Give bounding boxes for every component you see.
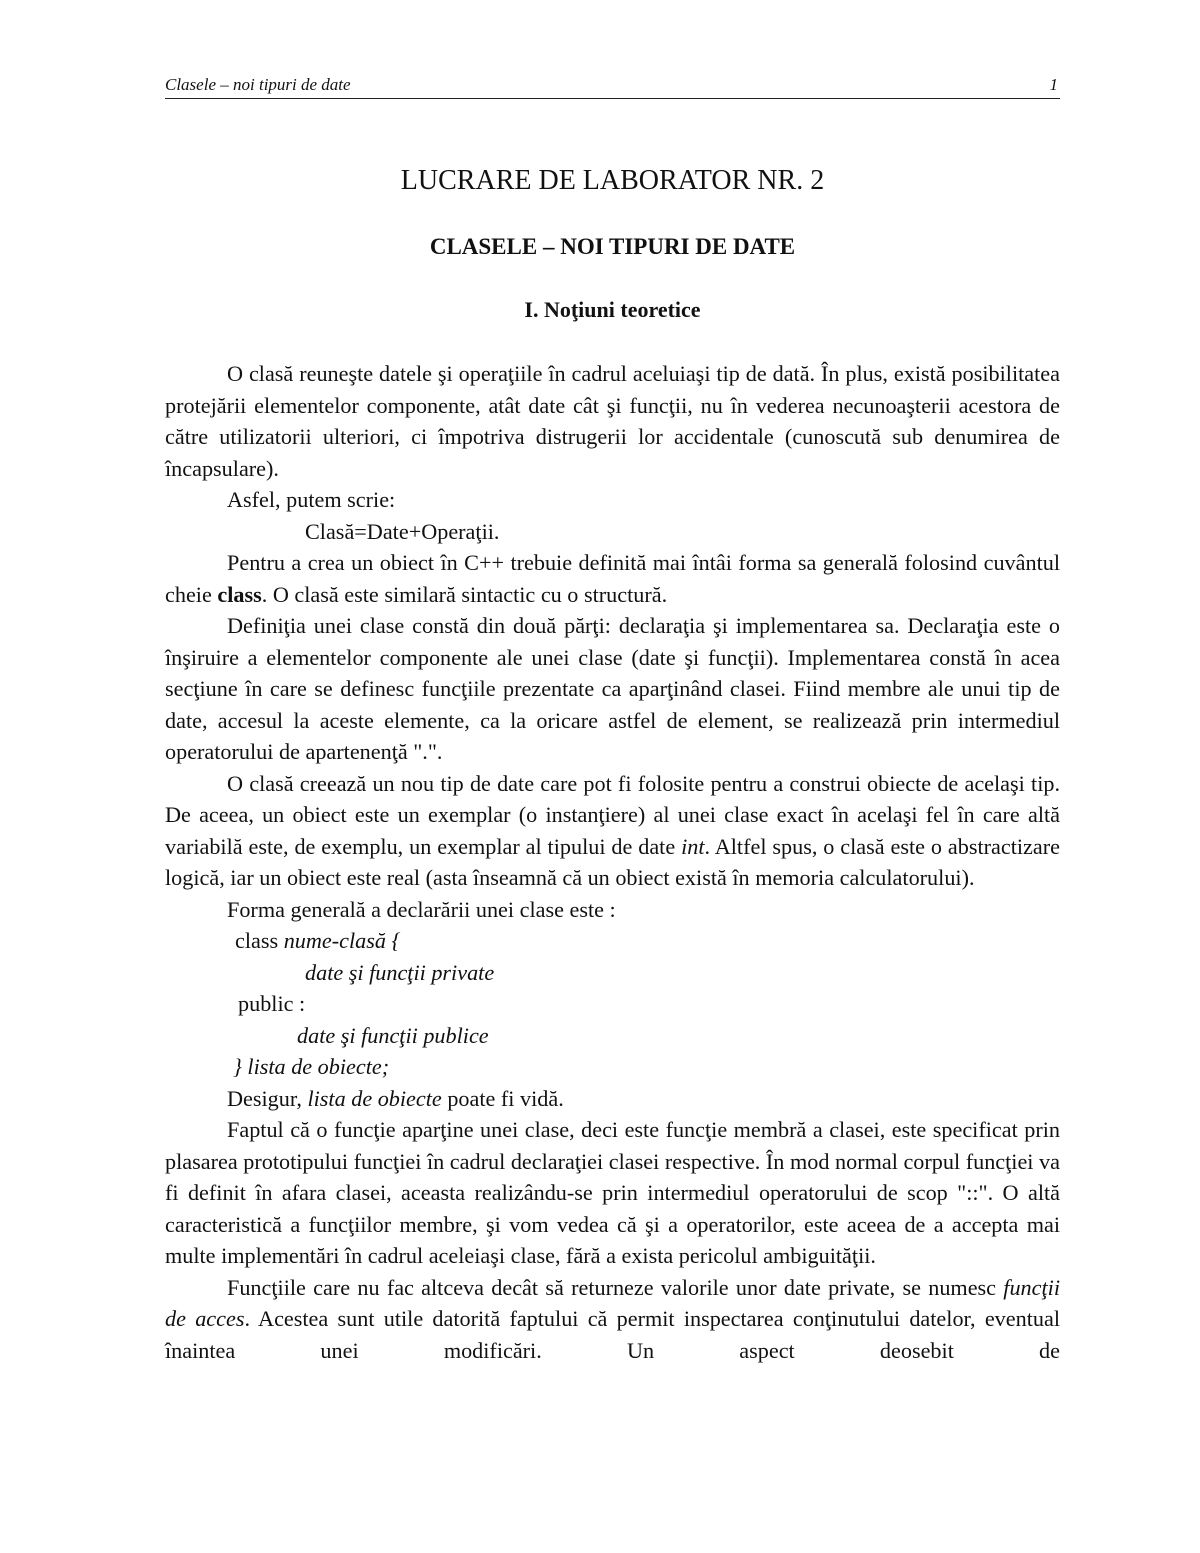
- code-line-public-members: date şi funcţii publice: [297, 1022, 489, 1048]
- code-line-end: } lista de obiecte;: [233, 1054, 390, 1079]
- running-header: [165, 72, 1060, 99]
- paragraph-3-text: Pentru a crea un obiect în C++ trebuie definită mai întâi forma sa generală folosind cuvântul cheie: [165, 550, 1060, 607]
- paragraph-9-text: Funcţiile care nu fac altceva decât să returneze valorile unor date private, se numesc: [227, 1274, 1004, 1300]
- formula-line: Clasă=Date+Operaţii.: [305, 518, 500, 544]
- object-list-term: lista de obiecte: [307, 1085, 442, 1111]
- topic-title: CLASELE – NOI TIPURI DE DATE: [429, 234, 796, 259]
- paragraph-6: Forma generală a declarării unei clase este :: [227, 896, 616, 922]
- code-keyword-class: class: [235, 928, 284, 953]
- page-number: 1: [1049, 75, 1058, 94]
- code-line-class: [165, 925, 1060, 957]
- paragraph-7-text: Desigur,: [227, 1085, 308, 1111]
- running-title: Clasele – noi tipuri de date: [165, 75, 351, 94]
- access-functions-term: funcţii de acces: [165, 1274, 1060, 1331]
- paragraph-3-end: . O clasă este similară sintactic cu o structură.: [261, 581, 668, 607]
- paragraph-5: [165, 768, 1060, 894]
- paragraph-4: Definiţia unei clase constă din două părţi: declaraţia şi implementarea sa. Declaraţia este o înşiruire a elementelor componente ale unei clase (date şi funcţii). Implementarea constă în acea secţiune în care se definesc funcţiile prezentate ca aparţinând clasei. Fiind membre ale unui tip de date, accesul la aceste elemente, ca la oricare astfel de element, se realizează prin intermediul operatorului de apartenenţă ".".: [165, 613, 1060, 764]
- paragraph-1: O clasă reuneşte datele şi operaţiile în cadrul aceluiaşi tip de dată. În plus, există posibilitatea protejării elementelor componente, atât date cât şi funcţii, nu în vederea necunoaşterii acestora de către utilizatorii ulteriori, ci împotriva distrugerii lor accidentale (cunoscută sub denumirea de încapsulare).: [165, 361, 1060, 481]
- paragraph-3: [165, 547, 1060, 610]
- paragraph-2: Asfel, putem scrie:: [227, 487, 396, 512]
- body-text: [165, 358, 1060, 1366]
- code-line-public: public :: [238, 991, 306, 1016]
- lab-title: LUCRARE DE LABORATOR NR. 2: [400, 165, 825, 196]
- type-int: int: [681, 833, 705, 859]
- paragraph-7-end: poate fi vidă.: [441, 1085, 564, 1111]
- code-class-name: nume-clasă {: [283, 928, 401, 953]
- paragraph-9-end: . Acestea sunt utile datorită faptului că permit inspectarea conţinutului datelor, eventual înaintea unei modificări. Un aspect deosebit de: [165, 1306, 1060, 1363]
- paragraph-5-end: . Altfel spus, o clasă este o abstractizare logică, iar un obiect este real (asta înseamnă că un obiect există în memoria calculatorului).: [165, 833, 1060, 890]
- code-line-private: date şi funcţii private: [305, 959, 495, 985]
- paragraph-8: Faptul că o funcţie aparţine unei clase, deci este funcţie membră a clasei, este specificat prin plasarea prototipului funcţiei în cadrul declaraţiei clasei respective. În mod normal corpul funcţiei va fi definit în afara clasei, aceasta realizându-se prin intermediul operatorului de scop "::". O altă caracteristică a funcţiilor membre, şi vom vedea că şi a operatorilor, este aceea de a accepta mai multe implementări în cadrul aceleiaşi clase, fără a exista pericolul ambiguităţii.: [165, 1117, 1060, 1268]
- keyword-class: class: [217, 581, 262, 607]
- paragraph-5-text: O clasă creează un nou tip de date care pot fi folosite pentru a construi obiecte de acelaşi tip. De aceea, un obiect este un exemplar (o instanţiere) al unei clase exact în acelaşi fel în care altă variabilă este, de exemplu, un exemplar al tipului de date: [165, 770, 1060, 859]
- code-block: [165, 925, 1060, 1083]
- section-heading: I. Noţiuni teoretice: [524, 297, 701, 322]
- paragraph-9: [165, 1272, 1060, 1367]
- paragraph-7: [165, 1083, 1060, 1115]
